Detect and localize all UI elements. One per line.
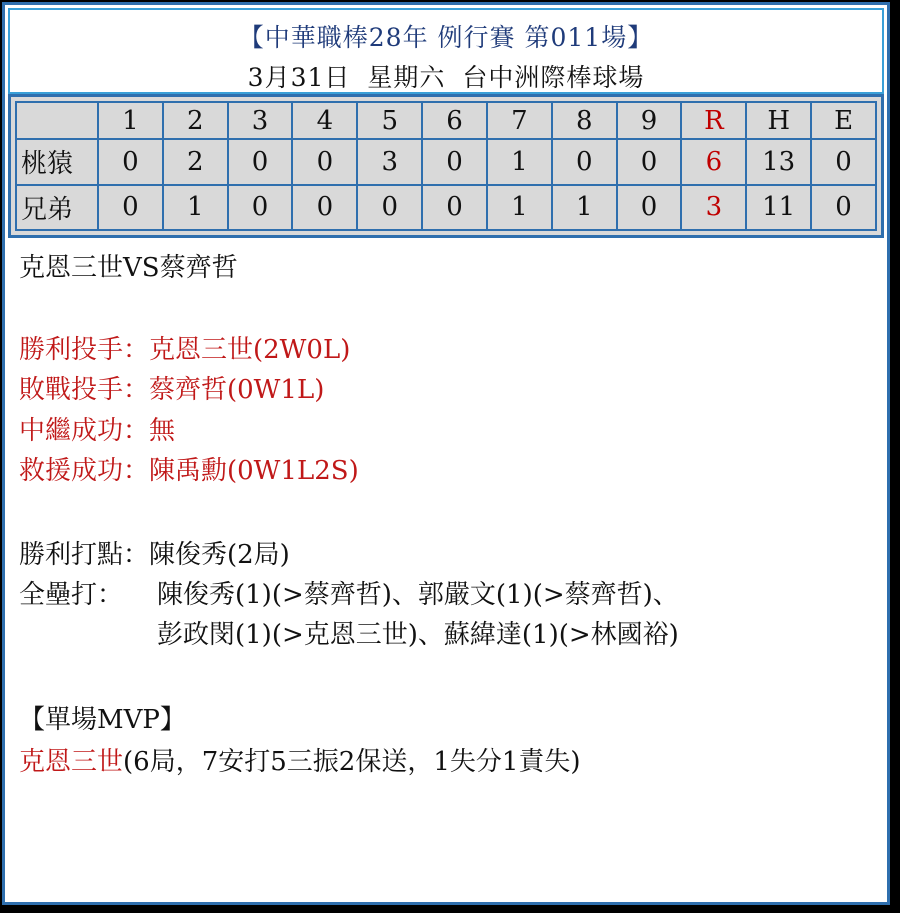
inning-header: 6 — [422, 102, 487, 139]
linescore-row-away — [16, 139, 876, 184]
game-title: 【中華職棒28年 例行賽 第011場】 — [238, 23, 654, 52]
inning-score: 0 — [292, 139, 357, 184]
mvp-stats: (6局，7安打5三振2保送，1失分1責失) — [123, 747, 581, 777]
inning-header: 9 — [617, 102, 682, 139]
game-header — [8, 8, 884, 94]
inning-header: 1 — [98, 102, 163, 139]
runs-header: R — [681, 102, 746, 139]
hits-total: 13 — [746, 139, 811, 184]
inning-header: 5 — [357, 102, 422, 139]
mvp-line — [19, 742, 581, 782]
corner-cell — [16, 102, 98, 139]
game-date: 3月31日 — [247, 63, 351, 92]
losing-pitcher: 敗戰投手：蔡齊哲(0W1L) — [19, 375, 325, 405]
winning-pitcher: 勝利投手：克恩三世(2W0L) — [19, 335, 351, 365]
inning-score: 0 — [98, 139, 163, 184]
inning-score: 3 — [357, 139, 422, 184]
runs-total: 3 — [681, 185, 746, 230]
game-report-card — [2, 2, 890, 905]
inning-score: 0 — [228, 185, 293, 230]
team-name: 桃猿 — [16, 139, 98, 184]
game-venue: 台中洲際棒球場 — [462, 63, 645, 92]
linescore-row-home — [16, 185, 876, 230]
home-run-label: 全壘打： — [19, 580, 124, 610]
errors-total: 0 — [811, 139, 876, 184]
inning-header: 2 — [163, 102, 228, 139]
team-name: 兄弟 — [16, 185, 98, 230]
errors-total: 0 — [811, 185, 876, 230]
inning-score: 0 — [98, 185, 163, 230]
game-date-venue — [10, 58, 882, 94]
save-pitcher: 救援成功：陳禹勳(0W1L2S) — [19, 456, 359, 486]
errors-header: E — [811, 102, 876, 139]
inning-header: 7 — [487, 102, 552, 139]
inning-score: 0 — [228, 139, 293, 184]
inning-score: 1 — [487, 185, 552, 230]
hold-pitcher: 中繼成功：無 — [19, 416, 176, 446]
inning-score: 1 — [163, 185, 228, 230]
inning-score: 1 — [487, 139, 552, 184]
game-weekday: 星期六 — [367, 63, 446, 92]
mvp-label: 【單場MVP】 — [19, 705, 186, 735]
inning-score: 0 — [617, 139, 682, 184]
linescore-header-row — [16, 102, 876, 139]
inning-score: 0 — [422, 139, 487, 184]
pitching-matchup: 克恩三世VS蔡齊哲 — [19, 253, 238, 283]
inning-score: 0 — [617, 185, 682, 230]
inning-score: 0 — [552, 139, 617, 184]
inning-score: 2 — [163, 139, 228, 184]
runs-total: 6 — [681, 139, 746, 184]
game-winning-rbi: 勝利打點：陳俊秀(2局) — [19, 540, 290, 570]
inning-score: 1 — [552, 185, 617, 230]
scoreboard — [8, 94, 884, 238]
inning-score: 0 — [357, 185, 422, 230]
hits-header: H — [746, 102, 811, 139]
inning-header: 8 — [552, 102, 617, 139]
mvp-player: 克恩三世 — [19, 747, 124, 777]
inning-header: 4 — [292, 102, 357, 139]
hits-total: 11 — [746, 185, 811, 230]
home-run-list-2: 彭政閔(1)(>克恩三世)、蘇緯達(1)(>林國裕) — [157, 620, 679, 650]
inning-score: 0 — [292, 185, 357, 230]
inning-header: 3 — [228, 102, 293, 139]
linescore-table — [15, 101, 877, 231]
inning-score: 0 — [422, 185, 487, 230]
home-run-list-1: 陳俊秀(1)(>蔡齊哲)、郭嚴文(1)(>蔡齊哲)、 — [157, 580, 679, 610]
